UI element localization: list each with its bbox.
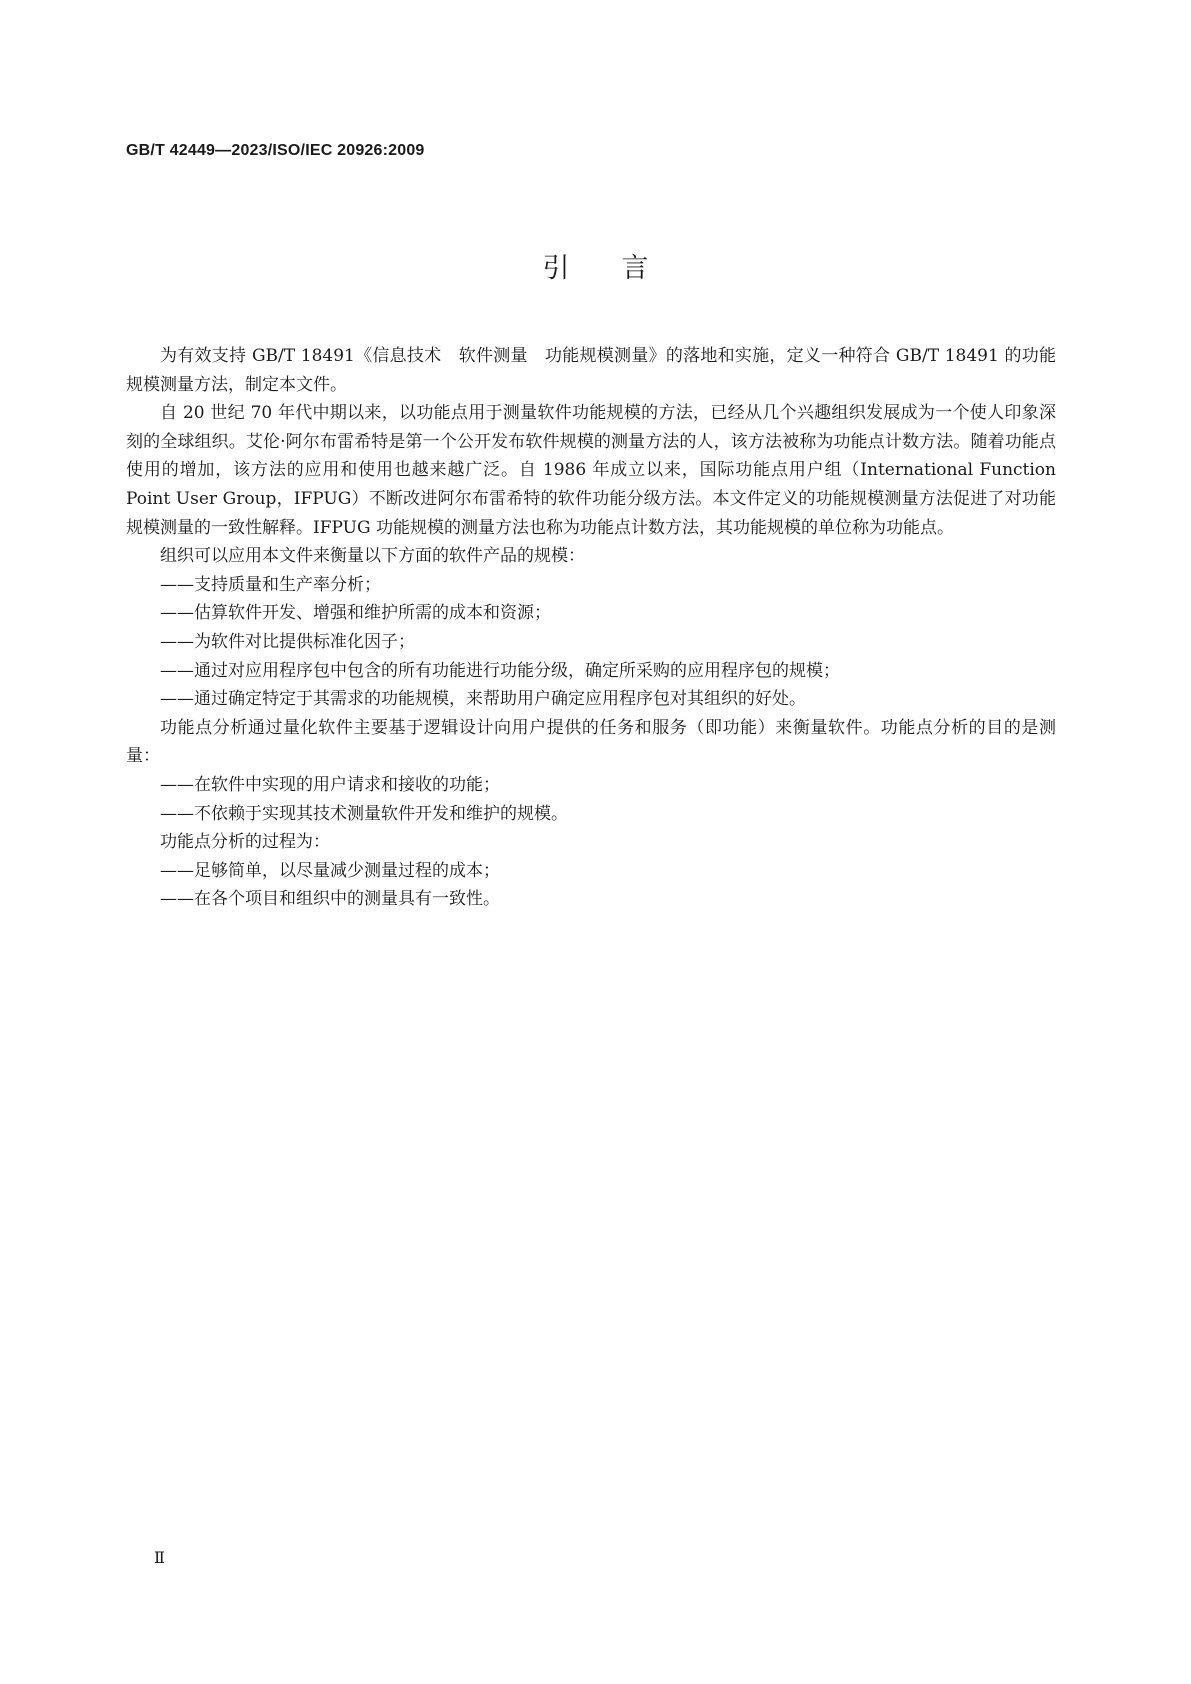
list-item: ——足够简单，以尽量减少测量过程的成本； [160,860,500,881]
paragraph-fpa-process: 功能点分析的过程为： [160,832,330,853]
introduction-body [126,342,1056,914]
standard-code-header: GB/T 42449—2023/ISO/IEC 20926:2009 [126,142,425,159]
list-item: ——通过确定特定于其需求的功能规模，来帮助用户确定应用程序包对其组织的好处。 [160,689,806,710]
list-item: ——支持质量和生产率分析； [160,574,381,595]
list-item: ——不依赖于实现其技术测量软件开发和维护的规模。 [160,803,568,824]
paragraph-purpose: 为有效支持 GB/T 18491《信息技术 软件测量 功能规模测量》的落地和实施，定义一种符合 GB/T 18491 的功能规模测量方法，制定本文件。 [126,346,1056,395]
list-item: ——估算软件开发、增强和维护所需的成本和资源； [160,603,551,624]
list-item: ——在软件中实现的用户请求和接收的功能； [160,774,500,795]
list-item: ——为软件对比提供标准化因子； [160,631,415,652]
page-title: 引言 [542,253,701,284]
list-item: ——在各个项目和组织中的测量具有一致性。 [160,889,500,910]
page-number: Ⅱ [154,1548,165,1567]
paragraph-applications-intro: 组织可以应用本文件来衡量以下方面的软件产品的规模： [160,546,585,567]
list-item: ——通过对应用程序包中包含的所有功能进行功能分级，确定所采购的应用程序包的规模； [160,660,840,681]
paragraph-fpa-purpose: 功能点分析通过量化软件主要基于逻辑设计向用户提供的任务和服务（即功能）来衡量软件。功能点分析的目的是测量： [126,717,1056,767]
paragraph-history: 自 20 世纪 70 年代中期以来，以功能点用于测量软件功能规模的方法，已经从几个兴趣组织发展成为一个使人印象深刻的全球组织。艾伦·阿尔布雷希特是第一个公开发布软件规模的测量方法的人，该方法被称为功能点计数方法。随着功能点使用的增加，该方法的应用和使用也越来越广泛。自 1986 年成立以来，国际功能点用户组（International Function Point User Group，IFPUG）不断改进阿尔布雷希特的软件功能分级方法。本文件定义的功能规模测量方法促进了对功能规模测量的一致性解释。IFPUG 功能规模的测量方法也称为功能点计数方法，其功能规模的单位称为功能点。 [126,403,1056,538]
